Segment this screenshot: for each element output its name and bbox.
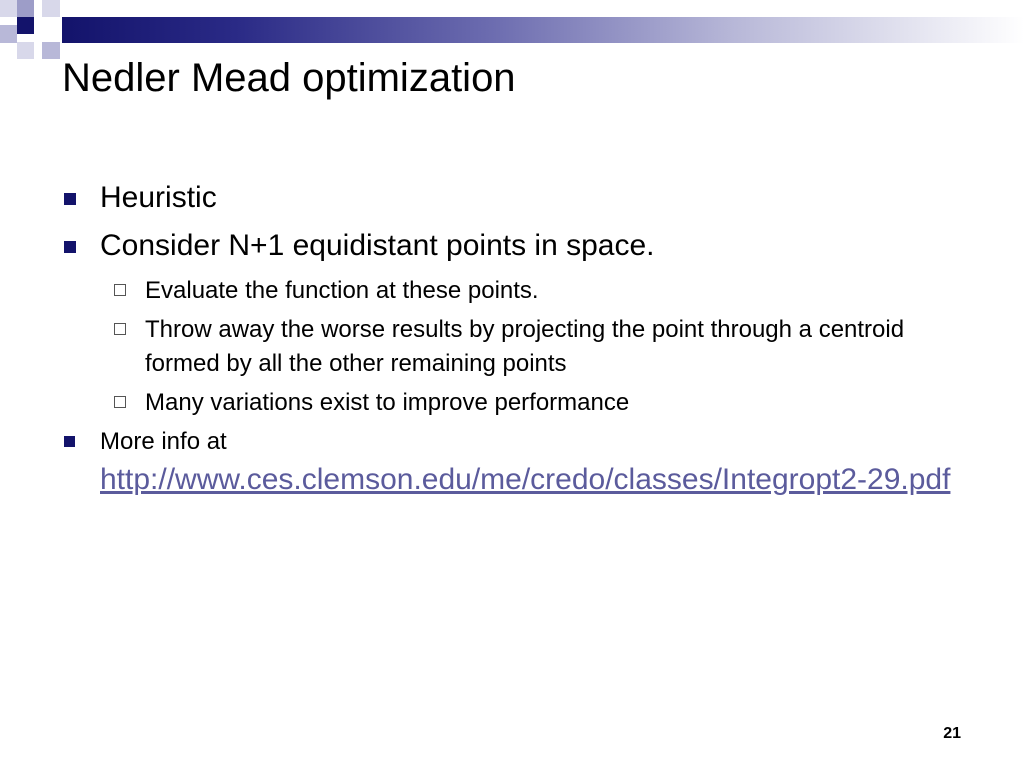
header-gradient-band	[62, 17, 1024, 43]
decor-square	[42, 0, 60, 17]
decor-square	[42, 42, 60, 59]
more-info-label: More info at	[100, 428, 227, 455]
more-info-link[interactable]: http://www.ces.clemson.edu/me/credo/classes/Integropt2-29.pdf	[100, 463, 951, 496]
page-number: 21	[943, 725, 961, 742]
hollow-square-bullet-icon	[114, 284, 126, 296]
bullet-text: Consider N+1 equidistant points in space.	[100, 229, 655, 262]
decor-square	[17, 42, 34, 59]
sub-bullet-item	[62, 274, 935, 308]
decor-square	[0, 0, 17, 17]
square-bullet-icon	[64, 241, 76, 253]
bullet-item	[62, 178, 962, 218]
sub-bullet-text: Many variations exist to improve performance	[145, 389, 630, 416]
hollow-square-bullet-icon	[114, 396, 126, 408]
decor-square	[17, 17, 34, 34]
sub-bullet-item	[62, 313, 935, 381]
hollow-square-bullet-icon	[114, 323, 126, 335]
slide-title: Nedler Mead optimization	[62, 56, 516, 100]
bullet-item-more-info	[62, 425, 962, 499]
sub-bullet-item	[62, 386, 935, 420]
decor-square	[17, 0, 34, 17]
bullet-list	[62, 178, 962, 499]
sub-bullet-text: Throw away the worse results by projecting the point through a centroid formed by all the other remaining points	[145, 316, 905, 377]
sub-bullet-text: Evaluate the function at these points.	[145, 277, 539, 304]
bullet-item	[62, 226, 962, 266]
bullet-text: Heuristic	[100, 181, 217, 214]
square-bullet-icon	[64, 193, 76, 205]
decor-square	[0, 25, 17, 43]
square-bullet-icon	[64, 436, 75, 447]
